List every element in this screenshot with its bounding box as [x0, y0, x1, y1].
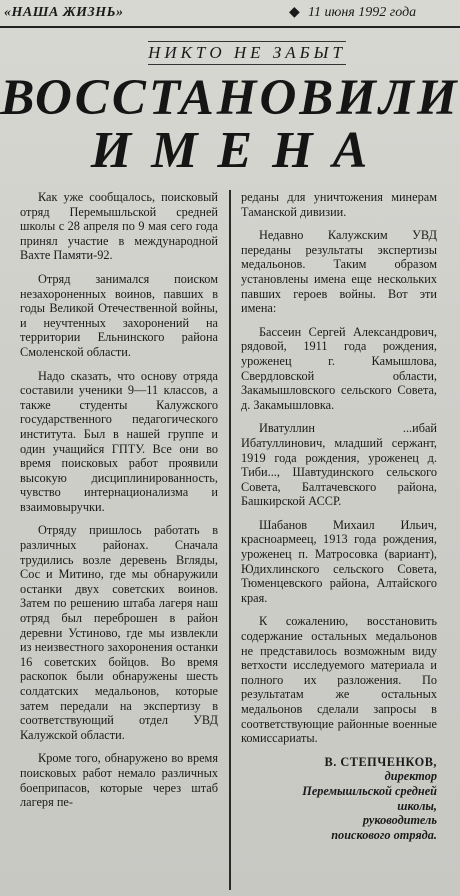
issue-date: 11 июня 1992 года	[308, 5, 417, 20]
headline-line-1: ВОССТАНОВИЛИ	[0, 70, 460, 126]
paragraph: Шабанов Михаил Ильич, красноармеец, 1913 года рождения, уроженец п. Матросовка (вариант), Юдихлинского сельского Совета, Тюменцевского района, Алтайского края.	[241, 517, 437, 605]
rubric: НИКТО НЕ ЗАБЫТ	[148, 41, 346, 65]
right-column	[241, 190, 437, 842]
author-name: В. СТЕПЧЕНКОВ,	[324, 754, 437, 769]
signature	[241, 755, 437, 843]
paragraph: Кроме того, обнаружено во время поисковых работ немало различных боеприпасов, которые через штаб лагеря пе-	[20, 751, 218, 810]
header-rule	[0, 26, 460, 28]
headline-line-2: ИМЕНА	[90, 122, 388, 179]
paragraph: Отряду пришлось работать в различных районах. Сначала трудились возле деревень Вгляды, Сос и Митино, где мы обнаружили останки двух советских воинов. Затем по решению штаба лагеря наш отряд был переброшен в район деревни Устиново, где мы извлекли из неизвестного захоронения останки 16 советских бойцов. Во время раскопок были обнаружены шесть солдатских медальонов, которые затем передали на экспертизу в соответствующий отдел УВД Калужской области.	[20, 523, 218, 742]
paper-name: «НАША ЖИЗНЬ»	[4, 5, 124, 20]
diamond-icon: ◆	[289, 5, 300, 20]
author-role: школы,	[397, 798, 437, 813]
masthead	[4, 3, 456, 25]
paragraph: Иватуллин ...ибай Ибатуллинович, младший сержант, 1919 года рождения, уроженец д. Тиби..., Шавтудинского сельского Совета, Балтачевского района, Башкирской АССР.	[241, 421, 437, 509]
author-role: директор	[384, 769, 437, 784]
paragraph: Недавно Калужским УВД переданы результаты экспертизы медальонов. Таким образом установлены имена еще нескольких павших героев войны. Вот эти имена:	[241, 228, 437, 316]
paragraph: К сожалению, восстановить содержание остальных медальонов не представилось возможным виду ветхости исследуемого материала и полного их разложения. По результатам же остальных медальонов сделали запросы в соответствующие районные военные комиссариаты.	[241, 614, 437, 746]
author-role: руководитель	[362, 813, 437, 828]
paragraph: Как уже сообщалось, поисковый отряд Перемышльской средней школы с 28 апреля по 9 мая сего года принял участие в международной Вахте Памяти-92.	[20, 190, 218, 263]
column-divider	[229, 190, 231, 890]
paragraph: реданы для уничтожения минерам Таманской дивизии.	[241, 190, 437, 219]
paragraph: Надо сказать, что основу отряда составили ученики 9—11 классов, а также студенты Калужского государственного педагогического института. Был в нашей группе и один учащийся ГПТУ. Все они во время поисковых работ проявили высокую дисциплинированность, чувство интернационализма и взаимовыручки.	[20, 368, 218, 514]
paragraph: Бассеин Сергей Александрович, рядовой, 1911 года рождения, уроженец г. Камышлова, Свердловской области, Закамышловского сельского Совета, д. Закамышловка.	[241, 324, 437, 412]
author-role: Перемышльской средней	[302, 783, 437, 798]
author-role: поискового отряда.	[331, 827, 437, 842]
paragraph: Отряд занимался поиском незахороненных воинов, павших в годы Великой Отечественной войны, и неучтенных захоронений на территории Ельнинского района Смоленской области.	[20, 271, 218, 359]
left-column	[20, 190, 218, 819]
